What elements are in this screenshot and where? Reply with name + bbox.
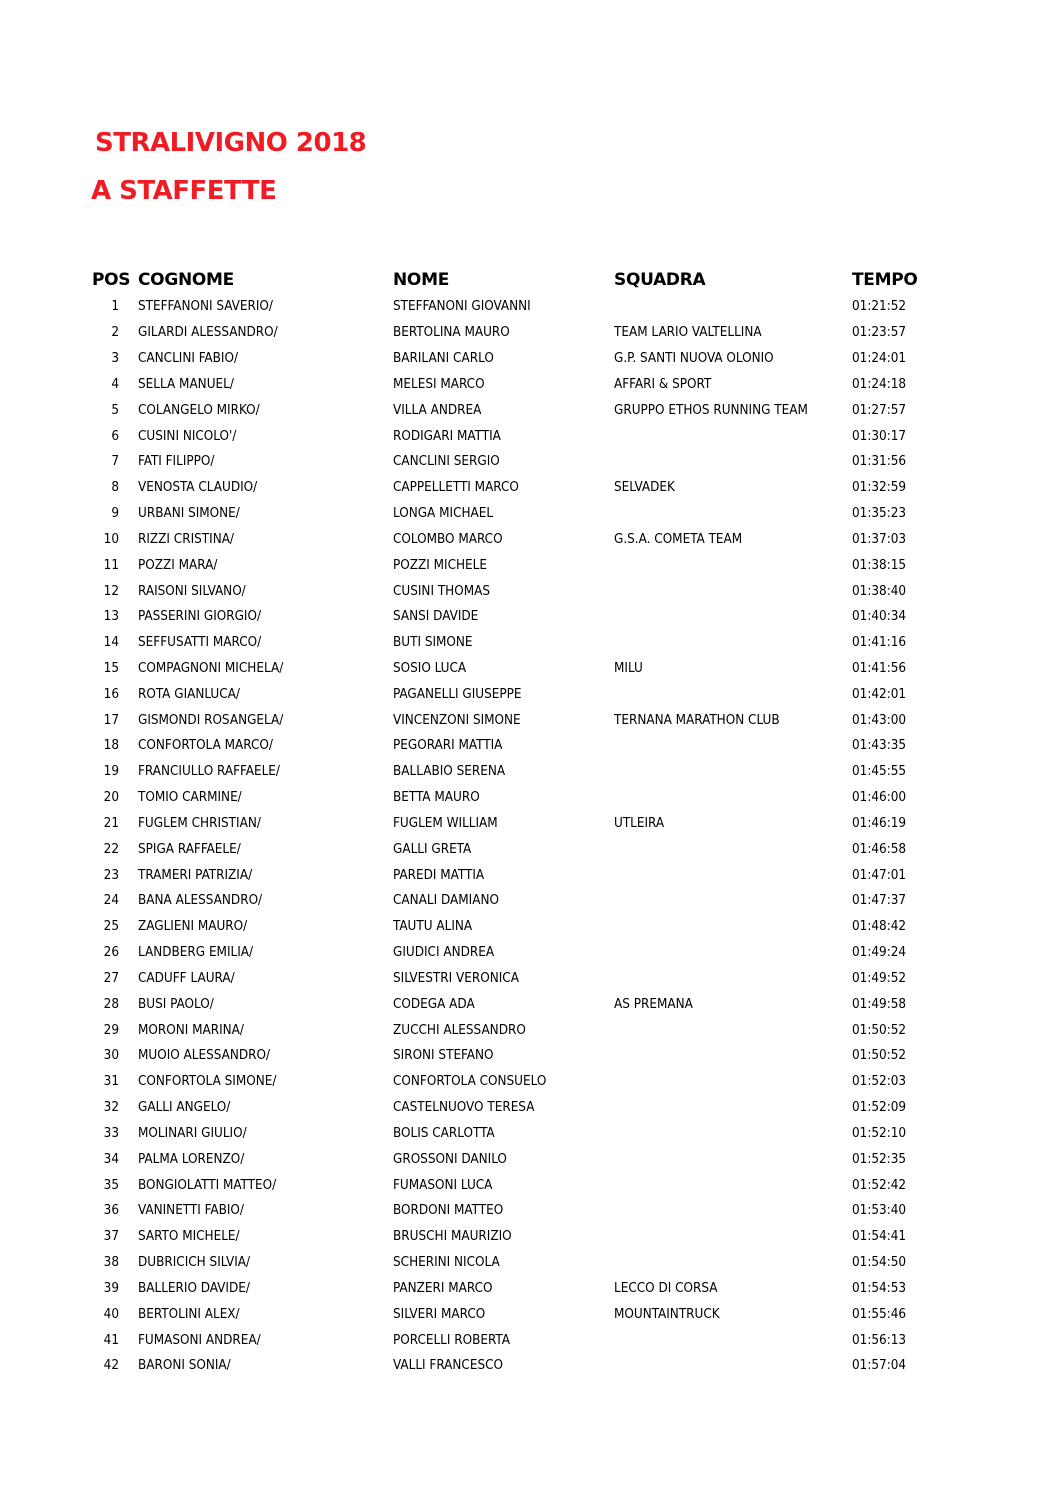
cell-pos: 8 <box>111 480 119 496</box>
cell-nome: GROSSONI DANILO <box>393 1151 507 1167</box>
cell-cognome: FUGLEM CHRISTIAN/ <box>138 815 261 831</box>
table-row <box>92 785 942 811</box>
table-row <box>92 371 942 397</box>
cell-nome: FUMASONI LUCA <box>393 1177 493 1193</box>
cell-squadra <box>614 1198 852 1224</box>
cell-tempo: 01:54:53 <box>852 1280 907 1296</box>
cell-squadra: MOUNTAINTRUCK <box>614 1306 720 1322</box>
cell-cognome: TRAMERI PATRIZIA/ <box>138 867 253 883</box>
table-row <box>92 811 942 837</box>
cell-nome: SANSI DAVIDE <box>393 609 479 625</box>
cell-squadra <box>614 785 852 811</box>
cell-pos: 34 <box>103 1151 119 1167</box>
cell-tempo: 01:47:01 <box>852 867 907 883</box>
cell-squadra <box>614 1172 852 1198</box>
table-row <box>92 320 942 346</box>
table-row <box>92 475 942 501</box>
cell-cognome: BUSI PAOLO/ <box>138 996 214 1012</box>
cell-squadra <box>614 836 852 862</box>
cell-squadra <box>614 1095 852 1121</box>
cell-tempo: 01:31:56 <box>852 454 907 470</box>
cell-pos: 6 <box>111 428 119 444</box>
cell-cognome: RIZZI CRISTINA/ <box>138 531 234 547</box>
header-nome: NOME <box>393 270 450 290</box>
cell-nome: CANCLINI SERGIO <box>393 454 500 470</box>
cell-cognome: COMPAGNONI MICHELA/ <box>138 661 284 676</box>
cell-cognome: VENOSTA CLAUDIO/ <box>138 480 258 496</box>
cell-pos: 2 <box>111 325 119 341</box>
cell-squadra <box>614 888 852 914</box>
cell-tempo: 01:37:03 <box>852 531 907 547</box>
cell-cognome: LANDBERG EMILIA/ <box>138 945 254 961</box>
table-row <box>92 1121 942 1147</box>
cell-pos: 13 <box>103 609 119 625</box>
cell-nome: STEFFANONI GIOVANNI <box>393 299 531 315</box>
header-tempo: TEMPO <box>852 270 918 290</box>
cell-cognome: GALLI ANGELO/ <box>138 1100 231 1116</box>
cell-tempo: 01:24:18 <box>852 376 907 392</box>
cell-pos: 30 <box>103 1048 119 1064</box>
cell-squadra <box>614 1069 852 1095</box>
cell-cognome: FATI FILIPPO/ <box>138 454 215 470</box>
cell-pos: 28 <box>103 996 119 1012</box>
cell-pos: 5 <box>111 402 119 418</box>
cell-pos: 12 <box>103 583 119 599</box>
table-row <box>92 1095 942 1121</box>
cell-nome: PAREDI MATTIA <box>393 867 485 883</box>
cell-nome: BUTI SIMONE <box>393 635 473 651</box>
cell-squadra: TEAM LARIO VALTELLINA <box>614 325 762 341</box>
cell-squadra: G.P. SANTI NUOVA OLONIO <box>614 351 774 367</box>
cell-tempo: 01:54:41 <box>852 1229 907 1245</box>
cell-cognome: BERTOLINI ALEX/ <box>138 1306 240 1322</box>
table-row <box>92 888 942 914</box>
table-row <box>92 1301 942 1327</box>
cell-cognome: CUSINI NICOLO'/ <box>138 428 237 444</box>
table-row <box>92 759 942 785</box>
table-row <box>92 1043 942 1069</box>
table-body <box>92 294 942 1379</box>
table-row <box>92 1224 942 1250</box>
table-row <box>92 991 942 1017</box>
cell-cognome: VANINETTI FABIO/ <box>138 1203 244 1219</box>
cell-pos: 1 <box>111 299 119 315</box>
cell-nome: CAPPELLETTI MARCO <box>393 480 519 496</box>
cell-squadra <box>614 681 852 707</box>
cell-nome: TAUTU ALINA <box>393 919 473 935</box>
cell-cognome: MORONI MARINA/ <box>138 1022 244 1038</box>
table-row <box>92 526 942 552</box>
cell-nome: BERTOLINA MAURO <box>393 325 510 341</box>
table-row <box>92 1198 942 1224</box>
cell-cognome: BARONI SONIA/ <box>138 1358 231 1374</box>
cell-cognome: POZZI MARA/ <box>138 557 218 573</box>
table-row <box>92 966 942 992</box>
table-row <box>92 294 942 320</box>
cell-nome: SILVERI MARCO <box>393 1306 486 1322</box>
cell-pos: 21 <box>103 815 119 831</box>
cell-pos: 22 <box>103 841 119 857</box>
cell-nome: BOLIS CARLOTTA <box>393 1125 495 1141</box>
cell-squadra: G.S.A. COMETA TEAM <box>614 531 743 547</box>
cell-tempo: 01:38:15 <box>852 557 907 573</box>
cell-squadra: LECCO DI CORSA <box>614 1280 718 1296</box>
cell-nome: CONFORTOLA CONSUELO <box>393 1074 547 1090</box>
cell-nome: BARILANI CARLO <box>393 351 494 367</box>
table-row <box>92 630 942 656</box>
cell-cognome: CONFORTOLA MARCO/ <box>138 738 273 754</box>
cell-tempo: 01:43:00 <box>852 712 907 728</box>
cell-pos: 40 <box>103 1306 119 1322</box>
cell-squadra <box>614 1017 852 1043</box>
cell-pos: 17 <box>103 712 119 728</box>
cell-nome: FUGLEM WILLIAM <box>393 815 498 831</box>
cell-tempo: 01:38:40 <box>852 583 907 599</box>
table-row <box>92 1275 942 1301</box>
table-row <box>92 707 942 733</box>
cell-cognome: TOMIO CARMINE/ <box>138 790 242 806</box>
cell-tempo: 01:47:37 <box>852 893 907 909</box>
table-row <box>92 1327 942 1353</box>
cell-tempo: 01:54:50 <box>852 1255 907 1271</box>
table-row <box>92 346 942 372</box>
cell-cognome: FUMASONI ANDREA/ <box>138 1332 261 1348</box>
cell-nome: PORCELLI ROBERTA <box>393 1332 510 1348</box>
cell-pos: 27 <box>103 970 119 986</box>
cell-pos: 42 <box>103 1358 119 1374</box>
cell-pos: 19 <box>103 764 119 780</box>
cell-cognome: SEFFUSATTI MARCO/ <box>138 635 262 651</box>
cell-squadra <box>614 604 852 630</box>
cell-squadra: GRUPPO ETHOS RUNNING TEAM <box>614 402 808 418</box>
cell-tempo: 01:52:10 <box>852 1125 907 1141</box>
table-row <box>92 552 942 578</box>
cell-pos: 33 <box>103 1125 119 1141</box>
cell-cognome: DUBRICICH SILVIA/ <box>138 1255 251 1271</box>
table-row <box>92 681 942 707</box>
cell-cognome: ZAGLIENI MAURO/ <box>138 919 248 935</box>
cell-tempo: 01:52:35 <box>852 1151 907 1167</box>
cell-nome: SIRONI STEFANO <box>393 1048 494 1064</box>
table-row <box>92 423 942 449</box>
cell-pos: 24 <box>103 893 119 909</box>
cell-cognome: SARTO MICHELE/ <box>138 1229 240 1245</box>
cell-squadra <box>614 1146 852 1172</box>
cell-squadra <box>614 940 852 966</box>
cell-tempo: 01:30:17 <box>852 428 907 444</box>
cell-squadra <box>614 1250 852 1276</box>
cell-tempo: 01:46:19 <box>852 815 907 831</box>
cell-tempo: 01:53:40 <box>852 1203 907 1219</box>
cell-cognome: CADUFF LAURA/ <box>138 970 235 986</box>
cell-nome: VILLA ANDREA <box>393 402 482 418</box>
cell-pos: 32 <box>103 1100 119 1116</box>
cell-nome: PANZERI MARCO <box>393 1280 493 1296</box>
cell-nome: BRUSCHI MAURIZIO <box>393 1229 512 1245</box>
table-row <box>92 1146 942 1172</box>
cell-cognome: BONGIOLATTI MATTEO/ <box>138 1177 277 1193</box>
cell-pos: 31 <box>103 1074 119 1090</box>
cell-squadra <box>614 733 852 759</box>
table-header <box>92 266 942 294</box>
cell-pos: 38 <box>103 1255 119 1271</box>
cell-pos: 18 <box>103 738 119 754</box>
cell-squadra <box>614 966 852 992</box>
cell-squadra <box>614 552 852 578</box>
cell-tempo: 01:42:01 <box>852 686 907 702</box>
cell-cognome: GILARDI ALESSANDRO/ <box>138 325 278 341</box>
cell-tempo: 01:41:56 <box>852 661 907 676</box>
cell-tempo: 01:56:13 <box>852 1332 907 1348</box>
table-row <box>92 604 942 630</box>
header-row <box>92 266 942 294</box>
cell-cognome: FRANCIULLO RAFFAELE/ <box>138 764 280 780</box>
cell-tempo: 01:27:57 <box>852 402 907 418</box>
cell-squadra <box>614 1224 852 1250</box>
cell-squadra <box>614 501 852 527</box>
cell-nome: SCHERINI NICOLA <box>393 1255 500 1271</box>
cell-nome: BORDONI MATTEO <box>393 1203 504 1219</box>
table-row <box>92 862 942 888</box>
cell-cognome: PALMA LORENZO/ <box>138 1151 245 1167</box>
cell-nome: MELESI MARCO <box>393 376 485 392</box>
cell-tempo: 01:55:46 <box>852 1306 907 1322</box>
cell-tempo: 01:46:00 <box>852 790 907 806</box>
cell-tempo: 01:35:23 <box>852 506 907 522</box>
cell-tempo: 01:52:09 <box>852 1100 907 1116</box>
header-pos: POS <box>92 270 131 290</box>
cell-pos: 9 <box>111 506 119 522</box>
cell-nome: PEGORARI MATTIA <box>393 738 503 754</box>
cell-squadra <box>614 914 852 940</box>
cell-tempo: 01:21:52 <box>852 299 907 315</box>
cell-nome: GIUDICI ANDREA <box>393 945 495 961</box>
cell-nome: SOSIO LUCA <box>393 661 467 676</box>
cell-cognome: CONFORTOLA SIMONE/ <box>138 1074 277 1090</box>
cell-tempo: 01:40:34 <box>852 609 907 625</box>
cell-tempo: 01:24:01 <box>852 351 907 367</box>
table-row <box>92 940 942 966</box>
cell-cognome: GISMONDI ROSANGELA/ <box>138 712 284 728</box>
table-row <box>92 1172 942 1198</box>
cell-pos: 35 <box>103 1177 119 1193</box>
table-row <box>92 1353 942 1379</box>
cell-cognome: CANCLINI FABIO/ <box>138 351 239 367</box>
cell-tempo: 01:49:52 <box>852 970 907 986</box>
cell-tempo: 01:45:55 <box>852 764 907 780</box>
cell-squadra <box>614 578 852 604</box>
cell-squadra: AS PREMANA <box>614 996 693 1012</box>
cell-nome: CUSINI THOMAS <box>393 583 491 599</box>
cell-pos: 29 <box>103 1022 119 1038</box>
cell-squadra: TERNANA MARATHON CLUB <box>614 712 780 728</box>
cell-cognome: STEFFANONI SAVERIO/ <box>138 299 273 315</box>
cell-nome: BETTA MAURO <box>393 790 480 806</box>
cell-squadra: UTLEIRA <box>614 815 665 831</box>
cell-cognome: MOLINARI GIULIO/ <box>138 1125 247 1141</box>
cell-pos: 37 <box>103 1229 119 1245</box>
cell-pos: 39 <box>103 1280 119 1296</box>
cell-nome: PAGANELLI GIUSEPPE <box>393 686 522 702</box>
cell-cognome: SPIGA RAFFAELE/ <box>138 841 241 857</box>
header-squadra: SQUADRA <box>614 270 706 290</box>
table-row <box>92 1069 942 1095</box>
cell-nome: CODEGA ADA <box>393 996 475 1012</box>
cell-cognome: MUOIO ALESSANDRO/ <box>138 1048 271 1064</box>
cell-cognome: BANA ALESSANDRO/ <box>138 893 263 909</box>
document-subtitle: A STAFFETTE <box>91 176 277 206</box>
cell-pos: 14 <box>103 635 119 651</box>
cell-squadra <box>614 1353 852 1379</box>
document-title: STRALIVIGNO 2018 <box>95 128 367 158</box>
cell-cognome: BALLERIO DAVIDE/ <box>138 1280 250 1296</box>
cell-squadra <box>614 1327 852 1353</box>
cell-nome: SILVESTRI VERONICA <box>393 970 519 986</box>
table-row <box>92 1017 942 1043</box>
cell-tempo: 01:52:03 <box>852 1074 907 1090</box>
table-row <box>92 397 942 423</box>
table-row <box>92 501 942 527</box>
cell-cognome: COLANGELO MIRKO/ <box>138 402 260 418</box>
cell-cognome: PASSERINI GIORGIO/ <box>138 609 262 625</box>
cell-pos: 4 <box>111 376 119 392</box>
cell-tempo: 01:32:59 <box>852 480 907 496</box>
cell-nome: VINCENZONI SIMONE <box>393 712 521 728</box>
cell-cognome: RAISONI SILVANO/ <box>138 583 246 599</box>
cell-pos: 26 <box>103 945 119 961</box>
cell-squadra <box>614 759 852 785</box>
cell-tempo: 01:50:52 <box>852 1048 907 1064</box>
cell-nome: VALLI FRANCESCO <box>393 1358 503 1374</box>
cell-nome: COLOMBO MARCO <box>393 531 503 547</box>
cell-pos: 3 <box>111 351 119 367</box>
cell-tempo: 01:43:35 <box>852 738 907 754</box>
cell-squadra <box>614 1043 852 1069</box>
cell-pos: 25 <box>103 919 119 935</box>
cell-tempo: 01:50:52 <box>852 1022 907 1038</box>
cell-nome: CASTELNUOVO TERESA <box>393 1100 535 1116</box>
cell-cognome: URBANI SIMONE/ <box>138 506 240 522</box>
cell-squadra <box>614 423 852 449</box>
cell-pos: 41 <box>103 1332 119 1348</box>
cell-tempo: 01:49:24 <box>852 945 907 961</box>
table-row <box>92 836 942 862</box>
table-row <box>92 449 942 475</box>
table-row <box>92 1250 942 1276</box>
table-row <box>92 578 942 604</box>
cell-squadra <box>614 449 852 475</box>
cell-pos: 11 <box>103 557 119 573</box>
cell-cognome: ROTA GIANLUCA/ <box>138 686 240 702</box>
cell-pos: 7 <box>111 454 119 470</box>
table-row <box>92 733 942 759</box>
header-cognome: COGNOME <box>138 270 234 290</box>
cell-pos: 16 <box>103 686 119 702</box>
cell-nome: BALLABIO SERENA <box>393 764 506 780</box>
cell-pos: 20 <box>103 790 119 806</box>
table-row <box>92 656 942 682</box>
cell-nome: CANALI DAMIANO <box>393 893 499 909</box>
cell-nome: POZZI MICHELE <box>393 557 487 573</box>
results-table <box>92 266 942 1379</box>
cell-tempo: 01:48:42 <box>852 919 907 935</box>
cell-tempo: 01:57:04 <box>852 1358 907 1374</box>
cell-squadra <box>614 862 852 888</box>
table-row <box>92 914 942 940</box>
cell-squadra <box>614 294 852 320</box>
cell-tempo: 01:49:58 <box>852 996 907 1012</box>
cell-pos: 23 <box>103 867 119 883</box>
cell-tempo: 01:41:16 <box>852 635 907 651</box>
cell-nome: ZUCCHI ALESSANDRO <box>393 1022 526 1038</box>
cell-squadra <box>614 1121 852 1147</box>
cell-squadra: AFFARI & SPORT <box>614 376 712 392</box>
cell-tempo: 01:52:42 <box>852 1177 907 1193</box>
cell-pos: 36 <box>103 1203 119 1219</box>
cell-pos: 15 <box>103 661 119 676</box>
cell-nome: RODIGARI MATTIA <box>393 428 501 444</box>
cell-squadra: MILU <box>614 661 643 676</box>
cell-nome: GALLI GRETA <box>393 841 472 857</box>
cell-pos: 10 <box>103 531 119 547</box>
cell-tempo: 01:23:57 <box>852 325 907 341</box>
cell-squadra <box>614 630 852 656</box>
cell-nome: LONGA MICHAEL <box>393 506 494 522</box>
cell-squadra: SELVADEK <box>614 480 675 496</box>
cell-tempo: 01:46:58 <box>852 841 907 857</box>
cell-cognome: SELLA MANUEL/ <box>138 376 234 392</box>
